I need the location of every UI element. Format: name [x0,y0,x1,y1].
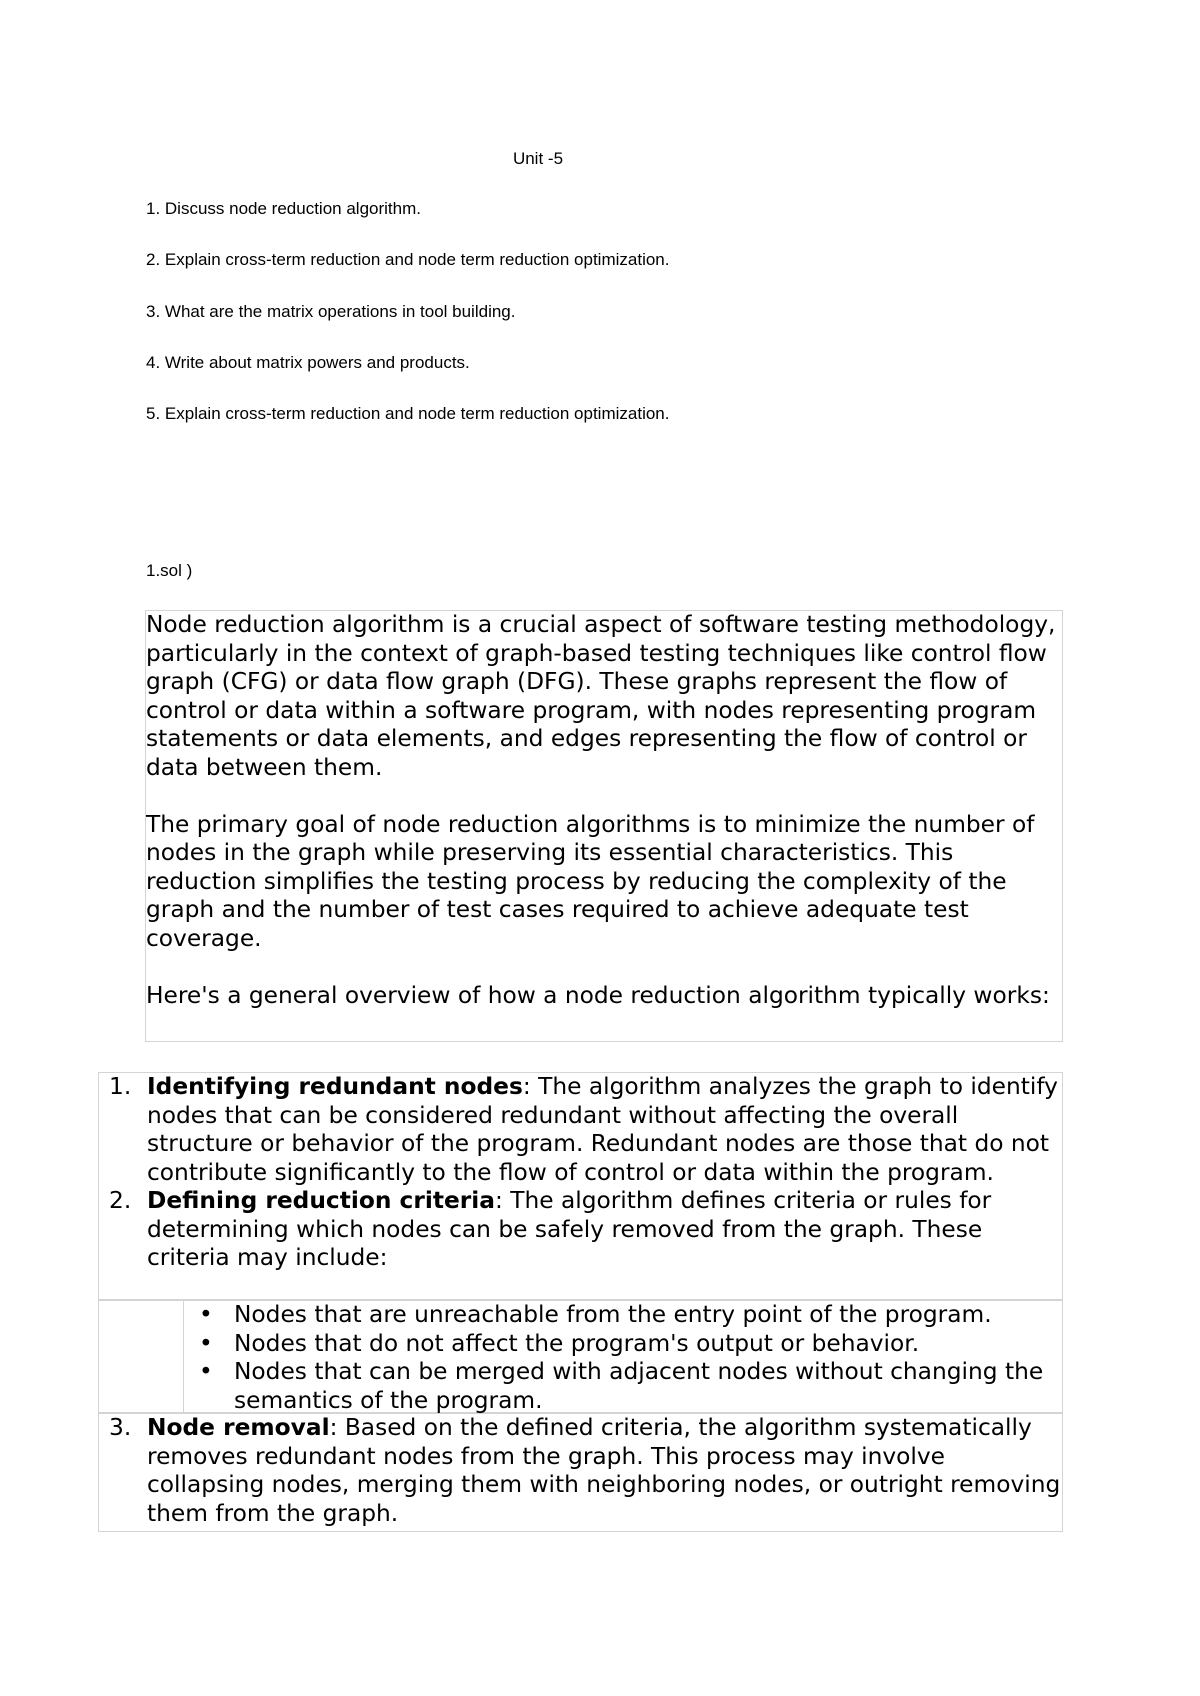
intro-paragraph: Node reduction algorithm is a crucial aspect of software testing methodology, particularly in the context of graph-based testing techniques like control flow graph (CFG) or data flow graph (DFG). These graphs represent the flow of control or data within a software program, with nodes representing program statements or data elements, and edges representing the flow of control or data between them. [146,611,1056,781]
bullet-text: Nodes that can be merged with adjacent nodes without changing the semantics of the program. [234,1358,1044,1414]
steps-list-box [98,1072,1063,1300]
intro-paragraph: Here's a general overview of how a node reduction algorithm typically works: [146,981,1050,1009]
list-number: 3. [109,1414,132,1441]
bullet-text: Nodes that are unreachable from the entry point of the program. [234,1301,992,1328]
intro-paragraph: The primary goal of node reduction algorithms is to minimize the number of nodes in the graph while preserving its essential characteristics. This reduction simplifies the testing process by reducing the complexity of the graph and the number of test cases required to achieve adequate test coverage. [146,810,1035,952]
bullet-text: Nodes that do not affect the program's output or behavior. [234,1329,920,1357]
question-item: 5. Explain cross-term reduction and node term reduction optimization. [146,404,670,423]
bullet-item [99,1330,1062,1359]
page-title: Unit -5 [512,149,564,168]
criteria-bullet-box [98,1300,1063,1413]
question-item: 4. Write about matrix powers and products. [146,353,470,372]
question-item: 1. Discuss node reduction algorithm. [146,199,421,218]
step-term: Defining reduction criteria [147,1187,495,1214]
bullet-icon: • [199,1358,213,1385]
step-text: : The algorithm analyzes the graph to identify nodes that can be considered redundant without affecting the overall structure or behavior of the program. Redundant nodes are those that do not contribute significantly to the flow of control or data within the program. [147,1073,1058,1186]
list-item [99,1073,1062,1187]
bullet-item [99,1301,1062,1330]
intro-text-box [145,610,1063,1042]
solution-label: 1.sol ) [146,561,193,580]
step-text: : Based on the defined criteria, the algorithm systematically removes redundant nodes from the graph. This process may involve collapsing nodes, merging them with neighboring nodes, or outright removing them from the graph. [147,1414,1061,1527]
step-text: : The algorithm defines criteria or rules for determining which nodes can be safely removed from the graph. These criteria may include: [147,1187,992,1271]
steps-list-box [98,1413,1063,1532]
bullet-icon: • [199,1301,213,1328]
list-item [99,1187,1062,1273]
step-term: Identifying redundant nodes [147,1073,523,1100]
bullet-item [99,1358,1062,1415]
step-term: Node removal [147,1414,330,1441]
question-item: 3. What are the matrix operations in tool building. [146,302,516,321]
question-item: 2. Explain cross-term reduction and node term reduction optimization. [146,250,670,269]
list-number: 1. [109,1073,132,1100]
bullet-icon: • [199,1329,213,1357]
list-number: 2. [109,1187,132,1214]
list-item [99,1414,1062,1528]
